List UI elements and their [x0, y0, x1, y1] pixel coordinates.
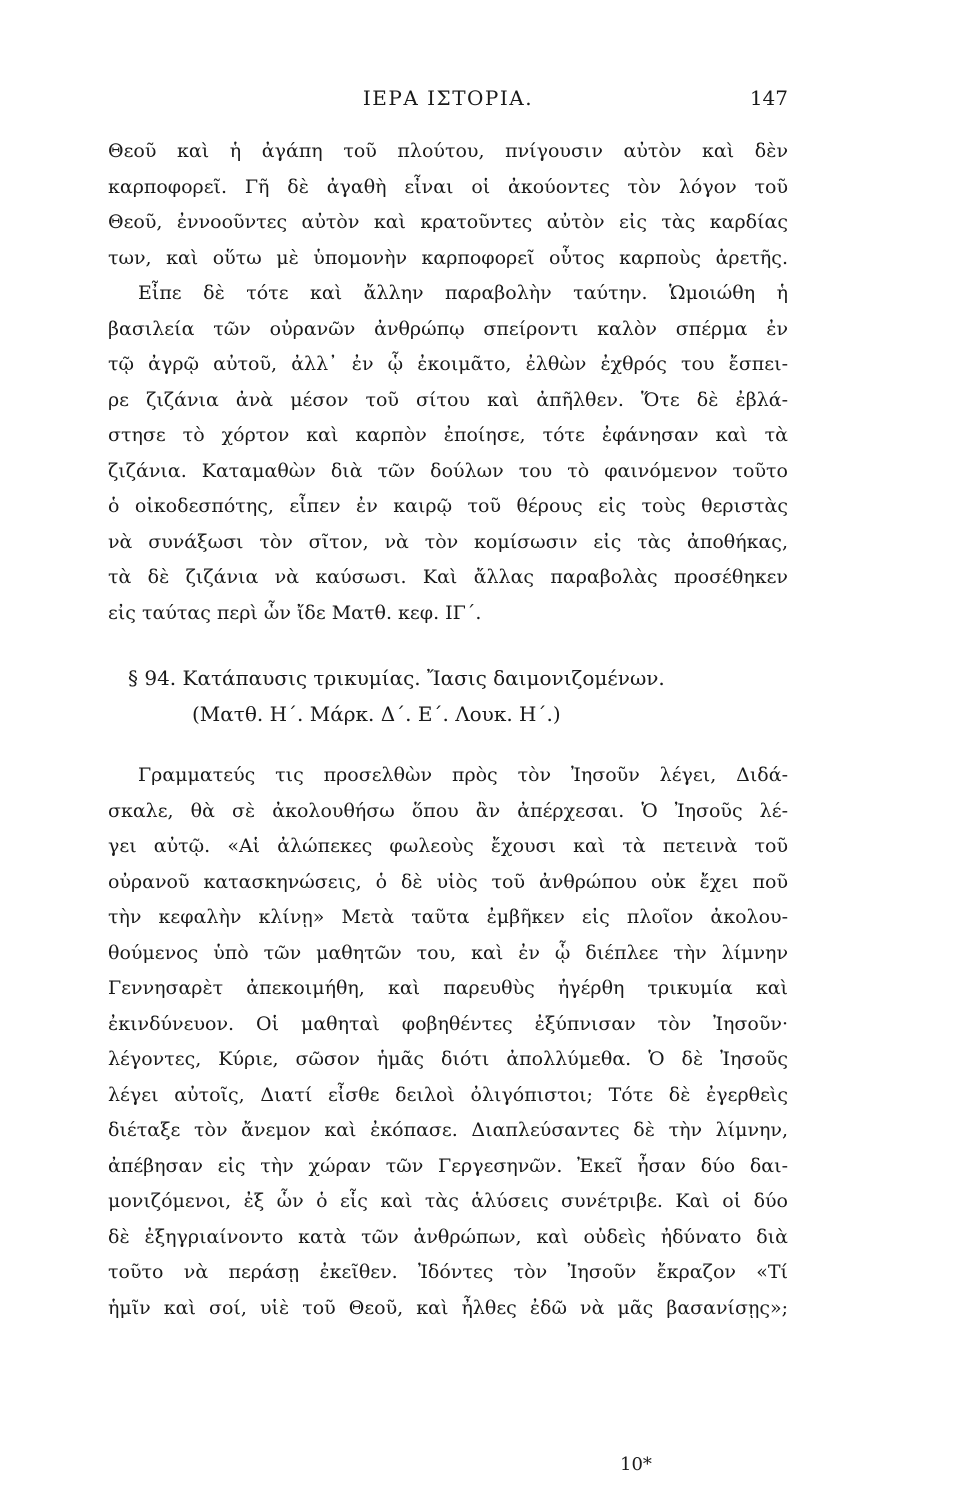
text-line: Εἶπε δὲ τότε καὶ ἄλλην παραβολὴν ταύτην. Ὡμοιώθη ἡ: [138, 282, 788, 304]
text-line: στησε τὸ χόρτον καὶ καρπὸν ἐποίησε, τότε ἐφάνησαν καὶ τὰ: [108, 424, 788, 446]
text-line: λέγοντες, Κύριε, σῶσον ἡμᾶς διότι ἀπολλύμεθα. Ὁ δὲ Ἰησοῦς: [108, 1048, 788, 1070]
section-heading: [108, 660, 788, 732]
running-head: [108, 80, 788, 114]
text-line: τὰ δὲ ζιζάνια νὰ καύσωσι. Καὶ ἄλλας παραβολὰς προσέθηκεν: [108, 566, 788, 588]
text-line: ὁ οἰκοδεσπότης, εἶπεν ἐν καιρῷ τοῦ θέρους εἰς τοὺς θεριστὰς: [108, 495, 788, 517]
text-line: ἀπέβησαν εἰς τὴν χώραν τῶν Γεργεσηνῶν. Ἐκεῖ ἦσαν δύο δαι-: [108, 1154, 788, 1177]
text-line: τὴν κεφαλὴν κλίνῃ» Μετὰ ταῦτα ἐμβῆκεν εἰς πλοῖον ἀκολου-: [108, 906, 788, 928]
text-line: βασιλεία τῶν οὐρανῶν ἀνθρώπῳ σπείροντι καλὸν σπέρμα ἐν: [108, 317, 788, 340]
text-line: των, καὶ οὕτω μὲ ὑπομονὴν καρποφορεῖ οὗτος καρποὺς ἀρετῆς.: [108, 246, 788, 269]
text-line: Θεοῦ καὶ ἡ ἀγάπη τοῦ πλούτου, πνίγουσιν αὐτὸν καὶ δὲν: [108, 140, 788, 162]
text-line: μονιζόμενοι, ἐξ ὧν ὁ εἷς καὶ τὰς ἁλύσεις συνέτριβε. Καὶ οἱ δύο: [108, 1190, 788, 1212]
text-line: ἡμῖν καὶ σοί, υἱὲ τοῦ Θεοῦ, καὶ ἦλθες ἐδῶ νὰ μᾶς βασανίσῃς»;: [108, 1296, 788, 1319]
text-line: διέταξε τὸν ἄνεμον καὶ ἐκόπασε. Διαπλεύσαντες δὲ τὴν λίμνην,: [108, 1119, 788, 1141]
text-line: τῷ ἀγρῷ αὐτοῦ, ἀλλ᾽ ἐν ᾧ ἐκοιμᾶτο, ἐλθὼν ἐχθρός του ἔσπει-: [108, 353, 788, 375]
page-number: 147: [749, 86, 788, 110]
text-line: τοῦτο νὰ περάσῃ ἐκεῖθεν. Ἰδόντες τὸν Ἰησοῦν ἔκραζον «Τί: [108, 1261, 788, 1283]
text-block-bottom: [108, 758, 788, 1326]
text-line: ρε ζιζάνια ἀνὰ μέσον τοῦ σίτου καὶ ἀπῆλθεν. Ὅτε δὲ ἐβλά-: [108, 388, 788, 411]
text-line: καρποφορεῖ. Γῆ δὲ ἀγαθὴ εἶναι οἱ ἀκούοντες τὸν λόγον τοῦ: [108, 175, 788, 198]
text-line: νὰ συνάξωσι τὸν σῖτον, νὰ τὸν κομίσωσιν εἰς τὰς ἀποθήκας,: [108, 530, 788, 553]
text-line: οὐρανοῦ κατασκηνώσεις, ὁ δὲ υἱὸς τοῦ ἀνθρώπου οὐκ ἔχει ποῦ: [108, 870, 788, 893]
text-line: ἐκινδύνευον. Οἱ μαθηταὶ φοβηθέντες ἐξύπνισαν τὸν Ἰησοῦν·: [108, 1012, 788, 1035]
section-title: § 94. Κατάπαυσις τρικυμίας. Ἴασις δαιμονιζομένων.: [128, 666, 665, 690]
section-references: (Ματθ. Η΄. Μάρκ. Δ΄. Ε΄. Λουκ. Η΄.): [192, 702, 561, 726]
text-line: εἰς ταύτας περὶ ὧν ἴδε Ματθ. κεφ. ΙΓ΄.: [108, 601, 482, 624]
text-line: γει αὐτῷ. «Αἱ ἀλώπεκες φωλεοὺς ἔχουσι καὶ τὰ πετεινὰ τοῦ: [108, 835, 788, 857]
text-line: δὲ ἐξηγριαίνοντο κατὰ τῶν ἀνθρώπων, καὶ οὐδεὶς ἠδύνατο διὰ: [108, 1225, 788, 1248]
text-line: Θεοῦ, ἐννοοῦντες αὐτὸν καὶ κρατοῦντες αὐτὸν εἰς τὰς καρδίας: [108, 211, 788, 233]
text-line: σκαλε, θὰ σὲ ἀκολουθήσω ὅπου ἂν ἀπέρχεσαι. Ὁ Ἰησοῦς λέ-: [108, 799, 788, 822]
text-block-top: [108, 134, 788, 631]
text-line: λέγει αὐτοῖς, Διατί εἶσθε δειλοὶ ὀλιγόπιστοι; Τότε δὲ ἐγερθεὶς: [108, 1083, 788, 1106]
signature-mark: 10*: [620, 1454, 652, 1475]
text-line: Γραμματεύς τις προσελθὼν πρὸς τὸν Ἰησοῦν λέγει, Διδά-: [138, 764, 788, 786]
running-title: ΙΕΡΑ ΙΣΤΟΡΙΑ.: [362, 86, 534, 110]
text-line: Γεννησαρὲτ ἀπεκοιμήθη, καὶ παρευθὺς ἠγέρθη τρικυμία καὶ: [108, 977, 788, 999]
text-line: θούμενος ὑπὸ τῶν μαθητῶν του, καὶ ἐν ᾧ διέπλεε τὴν λίμνην: [108, 941, 788, 964]
text-line: ζιζάνια. Καταμαθὼν διὰ τῶν δούλων του τὸ φαινόμενον τοῦτο: [108, 459, 788, 482]
